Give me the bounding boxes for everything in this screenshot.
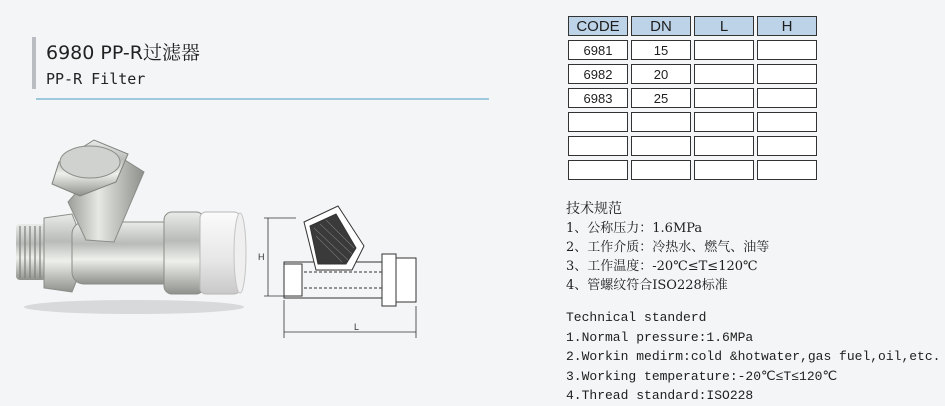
table-cell — [694, 136, 754, 156]
table-cell: 6981 — [568, 40, 628, 60]
table-row — [568, 40, 817, 60]
table-cell — [757, 64, 817, 84]
table-cell — [694, 40, 754, 60]
table-cell — [694, 88, 754, 108]
table-row — [568, 136, 817, 156]
table-cell: 25 — [631, 88, 691, 108]
spec-item-cn: 3、工作温度：-20℃≤T≤120℃ — [566, 259, 758, 274]
table-cell: 6982 — [568, 64, 628, 84]
table-cell — [568, 112, 628, 132]
product-title-en: PP-R Filter — [46, 70, 146, 88]
title-divider — [36, 98, 489, 100]
table-row — [568, 112, 817, 132]
table-row — [568, 64, 817, 84]
table-cell — [568, 160, 628, 180]
table-header-row — [568, 16, 817, 36]
title-accent-bar — [32, 37, 36, 89]
column-header-dn: DN — [631, 16, 691, 36]
column-header-h: H — [757, 16, 817, 36]
table-cell — [757, 160, 817, 180]
table-cell — [631, 160, 691, 180]
table-cell — [631, 136, 691, 156]
table-cell — [757, 40, 817, 60]
spec-item-cn: 1、公称压力：1.6MPa — [566, 221, 703, 236]
table-cell — [694, 112, 754, 132]
dimension-table — [565, 12, 820, 184]
spec-heading-cn: 技术规范 — [566, 201, 622, 217]
table-cell — [757, 112, 817, 132]
product-title-cn: 6980 PP-R过滤器 — [46, 42, 200, 64]
table-cell: 6983 — [568, 88, 628, 108]
table-cell — [757, 88, 817, 108]
dimension-h-label: H — [258, 252, 265, 262]
dimension-drawing — [256, 200, 436, 350]
product-photo — [4, 132, 254, 317]
column-header-l: L — [694, 16, 754, 36]
spec-heading-en: Technical standerd — [566, 310, 707, 325]
spec-item-en: 2.Workin medirm:cold &hotwater,gas fuel,oil,etc. — [566, 349, 941, 364]
spec-item-cn: 4、管螺纹符合ISO228标准 — [566, 278, 728, 293]
table-cell — [568, 136, 628, 156]
spec-section-cn — [566, 200, 769, 295]
dimension-l-label: L — [354, 322, 360, 332]
spec-item-cn: 2、工作介质：冷热水、燃气、油等 — [566, 240, 770, 255]
table-cell — [694, 64, 754, 84]
table-cell — [694, 160, 754, 180]
table-row — [568, 88, 817, 108]
spec-item-en: 4.Thread standard:ISO228 — [566, 388, 754, 403]
spec-item-en: 3.Working temperature:-20℃≤T≤120℃ — [566, 368, 838, 384]
spec-section-en — [566, 308, 940, 406]
table-cell: 15 — [631, 40, 691, 60]
table-cell: 20 — [631, 64, 691, 84]
spec-item-en: 1.Normal pressure:1.6MPa — [566, 329, 754, 345]
table-row — [568, 160, 817, 180]
table-cell — [757, 136, 817, 156]
table-cell — [631, 112, 691, 132]
column-header-code: CODE — [568, 16, 628, 36]
